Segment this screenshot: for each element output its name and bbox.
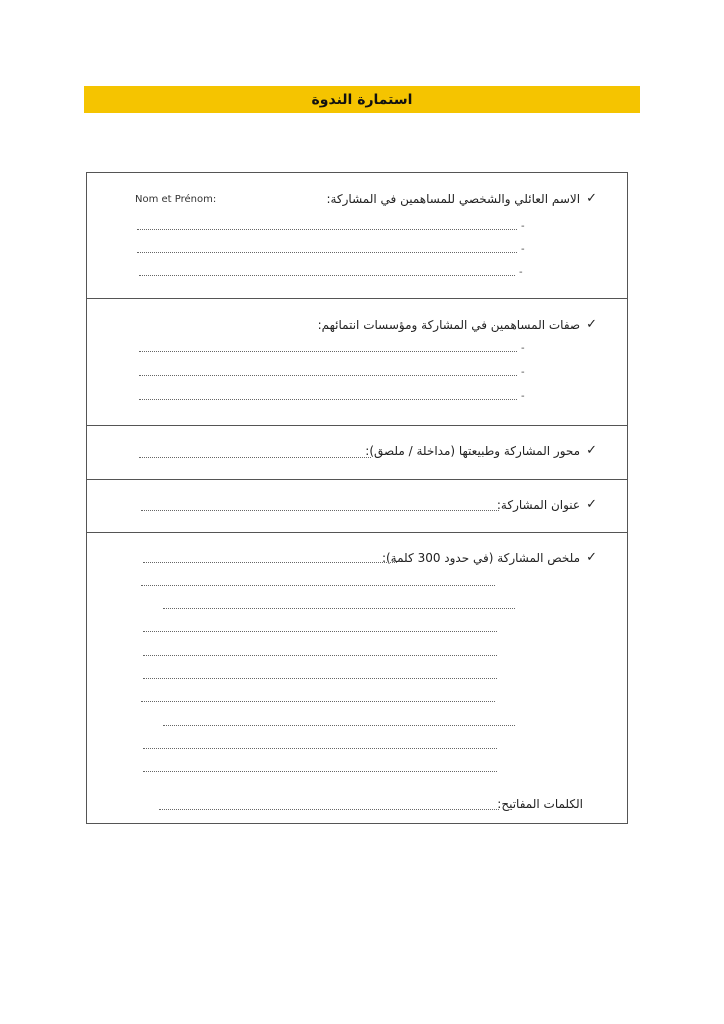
- check-mark-icon: ✓: [586, 497, 597, 512]
- section-title: [87, 480, 627, 533]
- axis-label-row: [365, 443, 597, 458]
- summary-line-2[interactable]: [163, 608, 515, 609]
- names-line-3[interactable]: [139, 275, 515, 276]
- summary-label-row: [382, 550, 597, 565]
- section-names: [87, 173, 627, 299]
- bullet-dash: -: [521, 244, 525, 255]
- check-mark-icon: ✓: [586, 550, 597, 565]
- check-mark-icon: ✓: [586, 317, 597, 332]
- summary-line-8[interactable]: [143, 748, 497, 749]
- summary-line-3[interactable]: [143, 631, 497, 632]
- check-mark-icon: ✓: [586, 443, 597, 458]
- summary-line-4[interactable]: [143, 655, 497, 656]
- bullet-dash: -: [521, 391, 525, 402]
- bullet-dash: -: [519, 267, 523, 278]
- keywords-line[interactable]: [159, 809, 499, 810]
- summary-line-7[interactable]: [163, 725, 515, 726]
- summary-line-inline[interactable]: [143, 562, 397, 563]
- section-roles: [87, 299, 627, 426]
- roles-label-row: [318, 317, 597, 332]
- title-label-row: [497, 497, 597, 512]
- title-label: عنوان المشاركة:: [496, 497, 581, 512]
- axis-label: محور المشاركة وطبيعتها (مداخلة / ملصق):: [365, 443, 581, 458]
- summary-line-5[interactable]: [143, 678, 497, 679]
- names-label-row: [326, 191, 597, 206]
- names-line-1[interactable]: [137, 229, 517, 230]
- form-title: استمارة الندوة: [311, 91, 413, 108]
- bullet-dash: -: [521, 367, 525, 378]
- names-latin-label: Nom et Prénom:: [135, 194, 217, 205]
- keywords-label: الكلمات المفاتيح:: [497, 797, 583, 811]
- bullet-dash: -: [521, 343, 525, 354]
- summary-line-9[interactable]: [143, 771, 497, 772]
- title-line[interactable]: [141, 510, 499, 511]
- roles-label: صفات المساهمين في المشاركة ومؤسسات انتمائهم:: [317, 317, 581, 332]
- form-title-banner: [84, 86, 640, 113]
- axis-line[interactable]: [139, 457, 371, 458]
- section-axis: [87, 426, 627, 480]
- names-label: الاسم العائلي والشخصي للمساهمين في المشاركة:: [326, 191, 581, 206]
- summary-line-1[interactable]: [141, 585, 495, 586]
- form-table: [86, 172, 628, 824]
- keywords-label-row: [497, 797, 583, 811]
- roles-line-2[interactable]: [139, 375, 517, 376]
- bullet-dash: -: [521, 221, 525, 232]
- check-mark-icon: ✓: [586, 191, 597, 206]
- section-summary: [87, 533, 627, 823]
- summary-line-6[interactable]: [141, 701, 495, 702]
- roles-line-1[interactable]: [139, 351, 517, 352]
- names-line-2[interactable]: [137, 252, 517, 253]
- summary-label: ملخص المشاركة (في حدود 300 كلمة):: [381, 550, 581, 565]
- roles-line-3[interactable]: [139, 399, 517, 400]
